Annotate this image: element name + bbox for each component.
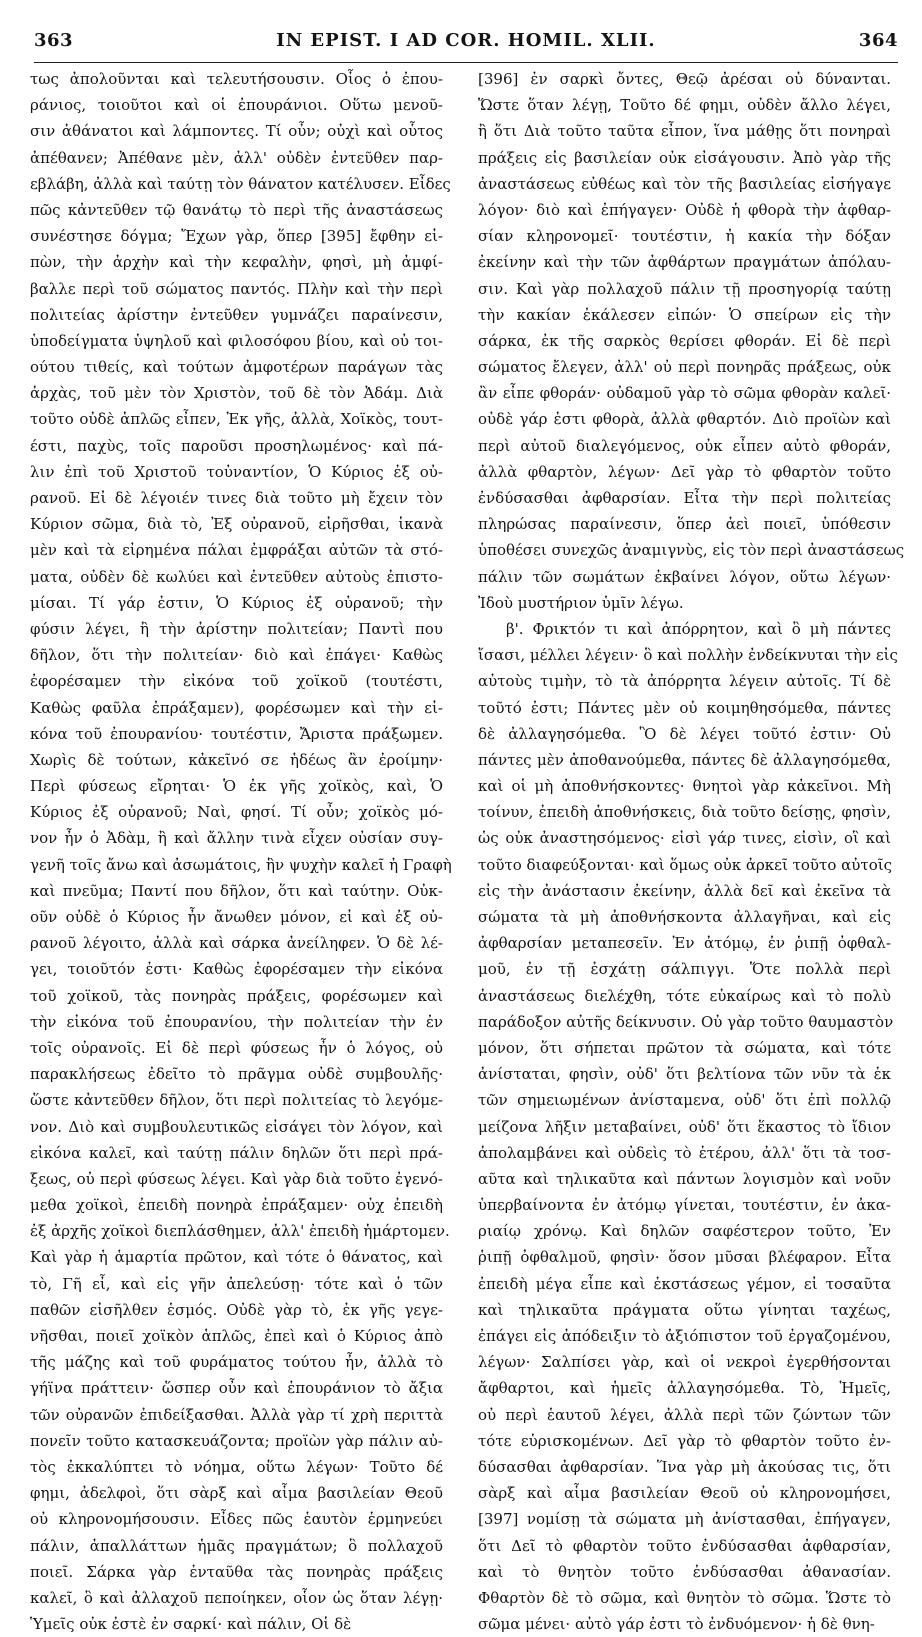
text-line: Κύριον σῶμα, διὰ τὸ, Ἐξ οὐρανοῦ, εἰρῆσθαι, ἱκανὰ <box>30 515 443 534</box>
text-line: οὐδὲ γάρ ἐστι φθορὰ, ἀλλὰ φθαρτόν. Διὸ προϊὼν καὶ <box>478 410 891 429</box>
text-line: πάλιν τῶν σωμάτων ἐκβαίνει λόγον, οὕτω λέγων· <box>478 567 891 586</box>
text-line: [397] νομίσῃ τὰ σώματα μὴ ἀνίστασθαι, ἐπήγαγεν, <box>478 1510 891 1529</box>
text-line: πῶς κἀντεῦθεν τῷ θανάτῳ τὸ περὶ τῆς ἀναστάσεως <box>30 200 443 219</box>
text-line: δὲ ἀλλαγησόμεθα. Ὃ δὲ λέγει τοῦτό ἐστιν· Οὐ <box>478 724 891 743</box>
text-line: οὐ κληρονομήσουσιν. Εἶδες πῶς ἑαυτὸν ἑρμηνεύει <box>30 1510 443 1529</box>
text-line: λέγων· Σαλπίσει γὰρ, καὶ οἱ νεκροὶ ἐγερθήσονται <box>478 1353 891 1372</box>
text-line: νον ἦν ὁ Ἀδὰμ, ἢ καὶ ἄλλην τινὰ εἶχεν οὐσίαν συγ- <box>30 829 443 848</box>
text-line: ῥιπῇ ὀφθαλμοῦ, φησὶν· ὅσον μῦσαι βλέφαρον. Εἶτα <box>478 1248 891 1267</box>
text-line: πράξεις εἰς βασιλείαν οὐκ εἰσάγουσιν. Ἀπὸ γὰρ τῆς <box>478 148 891 167</box>
text-line: τὴν εἰκόνα τοῦ ἐπουρανίου, τὴν πολιτείαν τὴν ἐν <box>30 1012 443 1031</box>
text-line: εἰκόνα καλεῖ, καὶ ταύτῃ πάλιν δηλῶν ὅτι περὶ πρά- <box>30 1143 443 1162</box>
text-line: ἢ ὅτι Διὰ τοῦτο ταῦτα εἶπον, ἵνα μάθῃς ὅτι πονηραὶ <box>478 122 891 141</box>
text-line: τὴν κακίαν ἐκάλεσεν εἰπών· Ὁ σπείρων εἰς τὴν <box>478 305 891 324</box>
text-line: δύσασθαι ἀφθαρσίαν. Ἵνα γὰρ μὴ ἀκούσας τις, ὅτι <box>478 1457 891 1476</box>
text-line: καὶ οἱ μὴ ἀποθνήσκοντες· θνητοὶ γὰρ κἀκεῖνοι. Μὴ <box>478 777 891 796</box>
text-line: ἀλλὰ φθαρτὸν, λέγων· Δεῖ γὰρ τὸ φθαρτὸν τοῦτο <box>478 462 891 481</box>
text-line: ὑποθέσει συνεχῶς ἀναμιγνὺς, εἰς τὸν περὶ ἀναστάσεως <box>478 541 905 560</box>
text-line: νον. Διὸ καὶ συμβουλευτικῶς εἰσάγει τὸν λόγον, καὶ <box>30 1117 443 1136</box>
text-line: τοῦτο οὐδὲ ἁπλῶς εἶπεν, Ἐκ γῆς, ἀλλὰ, Χοϊκὸς, τουτ- <box>30 410 443 429</box>
text-line: ούτου τιθείς, καὶ τούτων ἀμφοτέρων παράγων τὰς <box>30 358 443 377</box>
text-line: λόγον· διὸ καὶ ἐπήγαγεν· Οὐδὲ ἡ φθορὰ τὴν ἀφθαρ- <box>478 200 891 219</box>
text-line: καὶ τὸ θνητὸν τοῦτο ἐνδύσασθαι ἀθανασίαν. <box>478 1562 891 1581</box>
text-line: ξεως, οὐ περὶ φύσεως λέγει. Καὶ γὰρ διὰ τοῦτο ἐγενό- <box>30 1169 443 1188</box>
text-line: ἀνίσταται, φησὶν, οὐδ' ὅτι βελτίονα τῶν νῦν τὰ ἐκ <box>478 1065 891 1084</box>
text-line: τότε εὑρισκομένων. Δεῖ γὰρ τὸ φθαρτὸν τοῦτο ἐν- <box>478 1431 891 1450</box>
text-line: σιν ἀθάνατοι καὶ λάμποντες. Τί οὖν; οὐχὶ καὶ οὗτος <box>30 122 443 141</box>
text-line: νῆσθαι, ποιεῖ χοϊκὸν ἁπλῶς, ἐπεὶ καὶ ὁ Κύριος ἀπὸ <box>30 1327 443 1345</box>
text-line: γήϊνα πράττειν· ὥσπερ οὖν καὶ ἐπουράνιον τὸ ἄξια <box>30 1379 443 1398</box>
text-line: Χωρὶς δὲ τούτων, κἀκεῖνό σε ἡδέως ἂν ἐροίμην· <box>30 750 443 769</box>
text-line: τοῦ χοϊκοῦ, τὰς πονηρὰς πράξεις, φορέσωμεν καὶ <box>30 986 443 1005</box>
text-line: τῆς μάζης καὶ τοῦ φυράματος τούτου ἦν, ἀλλὰ τὸ <box>30 1353 443 1372</box>
text-line: ἀναστάσεως διελέχθη, τότε εὐκαίρως καὶ τὸ πολὺ <box>478 986 891 1005</box>
text-line: [396] ἐν σαρκὶ ὄντες, Θεῷ ἀρέσαι οὐ δύνανται. <box>478 70 891 88</box>
text-line: πάλιν, ἀπαλλάττων ἡμᾶς πραγμάτων; ὃ πολλαχοῦ <box>30 1536 443 1555</box>
text-line: σώματα τὰ μὴ ἀποθνήσκοντα ἀλλαγῆναι, καὶ εἰς <box>478 908 891 926</box>
text-line: Περὶ φύσεως εἴρηται· Ὁ ἐκ γῆς χοϊκὸς, καὶ, Ὁ <box>30 777 443 796</box>
text-line: εἰς τὴν ἀνάστασιν ἐκείνην, ἀλλὰ δεῖ καὶ ἐκεῖνα τὰ <box>478 881 891 900</box>
text-line: περὶ αὐτοῦ διαλεγόμενος, οὐκ εἶπεν αὐτὸ φθοράν, <box>478 436 891 455</box>
right-page-number: 364 <box>858 30 898 51</box>
text-line: σιν. Καὶ γὰρ πολλαχοῦ πάλιν τῇ προσηγορίᾳ ταύτῃ <box>478 279 891 298</box>
page-header <box>34 30 898 60</box>
text-line: ματα, οὐδὲν δὲ κωλύει καὶ ἐντεῦθεν αὐτοὺς ἐπιστο- <box>30 567 443 586</box>
text-line: ἐπειδὴ μέγα εἶπε καὶ ἐκστάσεως γέμον, εἰ τοσαῦτα <box>478 1274 891 1293</box>
text-line: Ὑμεῖς οὐκ ἐστὲ ἐν σαρκί· καὶ πάλιν, Οἱ δὲ <box>30 1615 352 1634</box>
text-line: τοίνυν, ἐπειδὴ ἀποθνήσκεις, διὰ τοῦτο δείσῃς, φησὶν, <box>478 803 891 822</box>
text-line: ἂν εἶπε φθοράν· οὐδαμοῦ γὰρ τὸ σῶμα φθορὰν καλεῖ· <box>478 384 891 403</box>
text-line: σίαν κληρονομεῖ· τουτέστιν, ἡ κακία τὴν δόξαν <box>478 227 891 246</box>
left-column <box>30 66 452 1634</box>
text-line: πολιτείας ἀρίστην ἐντεῦθεν γυμνάζει παραίνεσιν, <box>30 305 443 324</box>
text-line: πληρώσας παραίνεσιν, ὅπερ ἀεὶ ποιεῖ, ὑπόθεσιν <box>478 515 891 534</box>
text-line: μεθα χοϊκοὶ, ἐπειδὴ πονηρὰ ἐπράξαμεν· οὐχ ἐπειδὴ <box>30 1196 443 1215</box>
left-page-number: 363 <box>34 30 74 51</box>
text-line: πονεῖν τοῦτο κατασκευάζοντα; προϊὼν γὰρ πάλιν αὐ- <box>30 1431 443 1450</box>
text-line: ρανοῦ. Εἰ δὲ λέγοιέν τινες διὰ τοῦτο μὴ ἔχειν τὸν <box>30 489 443 507</box>
text-line: ἄφθαρτοι, καὶ ἡμεῖς ἀλλαγησόμεθα. Τὸ, Ἡμεῖς, <box>478 1379 891 1398</box>
text-line: ἐπάγει εἰς ἀπόδειξιν τὸ ἀξιόπιστον τοῦ ἐργαζομένου, <box>478 1327 891 1345</box>
text-line: ὥστε κἀντεῦθεν δῆλον, ὅτι περὶ πολιτείας τὸ λεγόμε- <box>30 1091 443 1110</box>
text-line: δῆλον, ὅτι τὴν πολιτείαν· διὸ καὶ ἐπάγει· Καθὼς <box>30 646 443 665</box>
text-line: ἐνδύσασθαι ἀφθαρσίαν. Εἶτα τὴν περὶ πολιτείας <box>478 489 891 507</box>
text-line: τῶν σημειωμένων ἀνίσταμενα, οὐδ' ὅτι ἐπὶ πολλῷ <box>478 1091 891 1110</box>
text-line: μόνον, ὅτι σήπεται πρῶτον τὰ σώματα, καὶ τότε <box>478 1038 891 1057</box>
text-line: ἀπέθανεν; Ἀπέθανε μὲν, ἀλλ' οὐδὲν ἐντεῦθεν παρ- <box>30 148 443 167</box>
text-line: ὡς οὐκ ἀναστησόμενος· εἰσὶ γάρ τινες, εἰσὶν, οἳ καὶ <box>478 829 891 848</box>
text-line: μοῦ, ἐν τῇ ἐσχάτῃ σάλπιγγι. Ὅτε πολλὰ περὶ <box>478 960 891 979</box>
text-line: ἐκείνην καὶ τὴν τῶν ἀφθάρτων πραγμάτων ἀπόλαυ- <box>478 253 891 272</box>
text-line: ἴσασι, μέλλει λέγειν· ὃ καὶ πολλὴν ἐνδείκνυται τὴν εἰς <box>478 646 898 665</box>
text-line: Καὶ γὰρ ἡ ἁμαρτία πρῶτον, καὶ τότε ὁ θάνατος, καὶ <box>30 1248 443 1267</box>
text-line: πάντες μὲν ἀποθανούμεθα, πάντες δὲ ἀλλαγησόμεθα, <box>478 750 891 769</box>
text-line: εβλάβη, ἀλλὰ καὶ ταύτῃ τὸν θάνατον κατέλυσεν. Εἶδες <box>30 174 451 193</box>
text-line: έστι, παχὺς, τοῖς παροῦσι προσηλωμένος· καὶ πά- <box>30 436 443 455</box>
text-line: τοῦτό ἐστι; Πάντες μὲν οὐ κοιμηθησόμεθα, πάντες <box>478 698 891 717</box>
text-line: μὲν καὶ τὰ εἰρημένα πάλαι ἐμφράξαι αὐτῶν τὰ στό- <box>30 541 443 560</box>
text-line: ἀρχὰς, τοῦ μὲν τὸν Χριστὸν, τοῦ δὲ τὸν Ἀδάμ. Διὰ <box>30 384 443 403</box>
text-line: κόνα τοῦ ἐπουρανίου· τουτέστιν, Ἄριστα πράξωμεν. <box>30 724 443 743</box>
text-line: σὰρξ καὶ αἷμα βασιλείαν Θεοῦ οὐ κληρονομήσει, <box>478 1484 891 1503</box>
text-line: ρανοῦ λέγοιτο, ἀλλὰ καὶ σάρκα ἀνείληφεν. Ὁ δὲ λέ- <box>30 934 443 953</box>
text-line: Φθαρτὸν δὲ τὸ σῶμα, καὶ θνητὸν τὸ σῶμα. Ὥστε τὸ <box>478 1588 891 1607</box>
text-line: ράνιος, τοιοῦτοι καὶ οἱ ἐπουράνιοι. Οὕτω μενοῦ- <box>30 96 443 115</box>
text-line: αὐτοὺς τιμὴν, τὸ τὰ ἀπόρρητα λέγειν αὐτοῖς. Τί δὲ <box>478 672 891 691</box>
text-line: ὑποδείγματα ὑψηλοῦ καὶ φιλοσόφου βίου, καὶ οὐ τοι- <box>30 331 443 350</box>
text-line: τὸ, Γῆ εἶ, καὶ εἰς γῆν ἀπελεύσῃ· τότε καὶ ὁ τῶν <box>30 1274 443 1293</box>
text-line: παρακλήσεως ἐδεῖτο τὸ πρᾶγμα οὐδὲ συμβουλῆς· <box>30 1065 443 1084</box>
text-line: ἀπολαμβάνει καὶ οὐδεὶς τὸ ἑτέρου, ἀλλ' ὅτι τὰ τοσ- <box>478 1143 891 1162</box>
text-line: Καθὼς φαῦλα ἐπράξαμεν), φορέσωμεν καὶ τὴν εἰ- <box>30 698 443 717</box>
text-line: ριαίῳ χρόνῳ. Καὶ δηλῶν σαφέστερον τοῦτο, Ἐν <box>478 1222 891 1241</box>
text-line: οὐ περὶ ἑαυτοῦ λέγει, ἀλλὰ περὶ τῶν ζώντων τῶν <box>478 1405 891 1424</box>
text-line: συνέστησε δόγμα; Ἔχων γὰρ, ὅπερ [395] ἔφθην εἰ- <box>30 227 443 246</box>
text-line: ὑπερβαίνοντα ἐν ἀτόμῳ γίνεται, τουτέστιν, ἐν ἀκα- <box>478 1196 891 1215</box>
text-line: ὅτι Δεῖ τὸ φθαρτὸν τοῦτο ἐνδύσασθαι ἀφθαρσίαν, <box>478 1536 891 1555</box>
text-line: βαλλε περὶ τοῦ σώματος παντός. Πλὴν καὶ τὴν περὶ <box>30 279 443 298</box>
text-line: τὸς ἐκκαλύπτει τὸ νόημα, οὕτω λέγων· Τοῦτο δέ <box>30 1457 443 1476</box>
text-line: καλεῖ, ὃ καὶ ἀλλαχοῦ πεποίηκεν, οἷον ὡς ὅταν λέγῃ· <box>30 1588 443 1607</box>
text-line: ἐφορέσαμεν τὴν εἰκόνα τοῦ χοϊκοῦ (τουτέστι, <box>30 672 443 691</box>
text-line: τοῖς οὐρανοῖς. Εἰ δὲ περὶ φύσεως ἦν ὁ λόγος, οὐ <box>30 1038 443 1057</box>
text-line: τοῦτο διαφεύξονται· καὶ ὅμως οὐκ ἀρκεῖ τοῦτο αὐτοῖς <box>478 855 893 874</box>
text-line: τως ἀπολοῦνται καὶ τελευτήσουσιν. Οἷος ὁ ἐπου- <box>30 70 443 88</box>
text-line: σάρκα, ἐκ τῆς σαρκὸς θερίσει φθοράν. Εἰ δὲ περὶ <box>478 331 891 350</box>
text-line: καὶ πνεῦμα; Παντί που δῆλον, ὅτι καὶ ταύτην. Οὐκ- <box>30 881 443 900</box>
text-line: Ἰδοὺ μυστήριον ὑμῖν λέγω. <box>478 593 684 612</box>
text-line: ἀναστάσεως εὐθέως καὶ τὸν τῆς βασιλείας εἰσήγαγε <box>478 174 891 193</box>
text-line: φύσιν λέγει, ἢ τὴν ἀρίστην πολιτείαν; Παντὶ που <box>30 619 443 638</box>
right-column <box>478 66 905 1634</box>
text-line: Ὥστε ὅταν λέγῃ, Τοῦτο δέ φημι, οὐδὲν ἄλλο λέγει, <box>478 96 891 115</box>
text-line: σῶμα μένει· αὐτὸ γάρ ἐστι τὸ ἐνδυόμενον· ἡ δὲ θνη- <box>478 1615 875 1634</box>
text-line: γει, τοιοῦτόν ἐστι· Καθὼς ἐφορέσαμεν τὴν εἰκόνα <box>30 960 443 979</box>
text-line: Κύριος ἐξ οὐρανοῦ; Ναὶ, φησί. Τί οὖν; χοϊκὸς μό- <box>30 803 443 822</box>
text-line: γενῆ τοῖς ἄνω καὶ ἀσωμάτοις, ἣν ψυχὴν καλεῖ ἡ Γραφὴ <box>30 855 452 874</box>
text-line: ἐξ ἀρχῆς χοϊκοὶ διεπλάσθημεν, ἀλλ' ἐπειδὴ ἡμάρτομεν. <box>30 1222 450 1241</box>
text-line: μίσαι. Τί γάρ ἐστιν, Ὁ Κύριος ἐξ οὐρανοῦ; τὴν <box>30 593 443 612</box>
text-line: β'. Φρικτόν τι καὶ ἀπόρρητον, καὶ ὃ μὴ πάντες <box>506 619 891 638</box>
text-line: λιν ἐπὶ τοῦ Χριστοῦ τοὐναντίον, Ὁ Κύριος ἐξ οὐ- <box>30 462 443 481</box>
text-line: τῶν οὐρανῶν ἐπιδείξασθαι. Ἀλλὰ γὰρ τί χρὴ περιττὰ <box>30 1405 443 1424</box>
header-rule <box>34 62 898 63</box>
running-title: IN EPIST. I AD COR. HOMIL. XLII. <box>276 30 656 51</box>
text-line: αῦτα καὶ τηλικαῦτα καὶ πάντων λογισμὸν καὶ νοῦν <box>478 1169 891 1188</box>
text-line: παράδοξον αὐτῆς δείκνυσιν. Οὐ γὰρ τοῦτο θαυμαστὸν <box>478 1012 894 1031</box>
text-line: ἀφθαρσίαν μεταπεσεῖν. Ἐν ἀτόμῳ, ἐν ῥιπῇ ὀφθαλ- <box>478 934 891 953</box>
text-line: ποιεῖ. Σάρκα γὰρ ἐνταῦθα τὰς πονηρὰς πράξεις <box>30 1562 443 1581</box>
text-line: οῦν οὐδὲ ὁ Κύριος ἦν ἄνωθεν μόνον, εἰ καὶ ἐξ οὐ- <box>30 908 443 926</box>
text-line: μείζονα λῆξιν μεταβαίνει, οὐδ' ὅτι ἕκαστος τὸ ἴδιον <box>478 1117 891 1136</box>
text-line: παθῶν εἰσῆλθεν ἑσμός. Οὐδὲ γὰρ τὸ, ἐκ γῆς γεγε- <box>30 1300 443 1319</box>
text-line: πὼν, τὴν ἀρχὴν καὶ τὴν κεφαλὴν, φησὶ, μὴ ἀμφί- <box>30 253 443 272</box>
text-line: καὶ τηλικαῦτα πράγματα οὕτω γίνηται ταχέως, <box>478 1300 891 1319</box>
text-line: φημι, ἀδελφοὶ, ὅτι σὰρξ καὶ αἷμα βασιλείαν Θεοῦ <box>30 1484 443 1503</box>
text-line: σώματος ἔλεγεν, ἀλλ' οὐ περὶ πονηρᾶς πράξεως, οὐκ <box>478 358 891 377</box>
